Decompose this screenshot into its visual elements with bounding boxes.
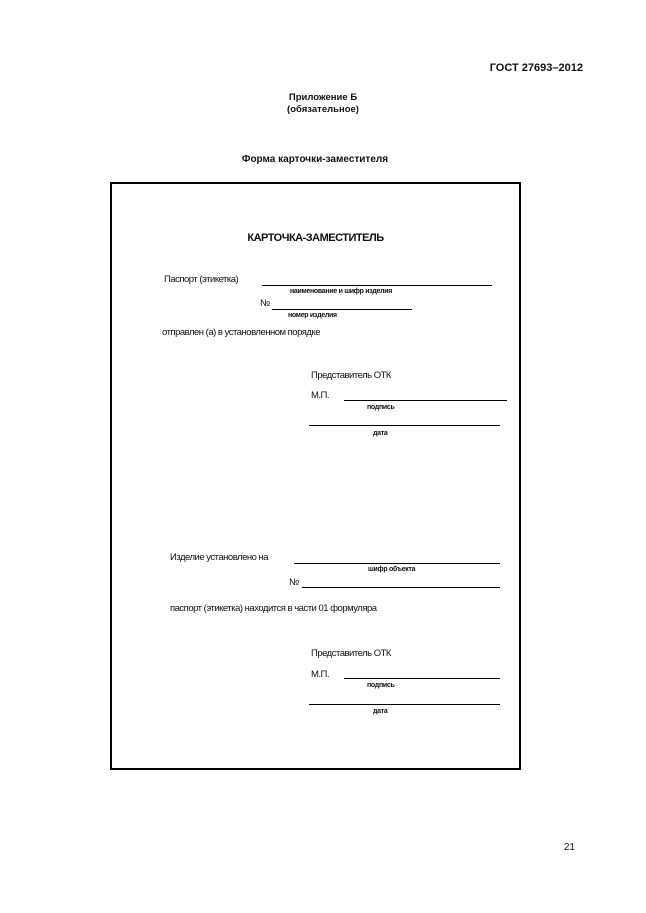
caption-item-number: номер изделия — [288, 312, 337, 319]
rep2-title: Представитель ОТК — [311, 648, 391, 659]
number-sign-2: № — [289, 577, 299, 588]
passport-name-line — [262, 285, 492, 286]
rep2-mp: М.П. — [311, 669, 330, 680]
number-sign: № — [260, 298, 270, 309]
rep2-signature-line — [344, 678, 500, 679]
object-number-line — [302, 587, 500, 588]
caption-object-code: шифр объекта — [368, 566, 416, 573]
page-number: 21 — [563, 842, 575, 853]
item-number-line — [272, 309, 412, 310]
rep1-signature-line — [344, 400, 507, 401]
installed-label: Изделие установлено на — [170, 552, 269, 563]
rep1-title: Представитель ОТК — [311, 370, 391, 381]
rep1-mp: М.П. — [311, 390, 330, 401]
passport-location-text: паспорт (этикетка) находится в части 01 формуляра — [170, 603, 377, 614]
form-title: Форма карточки-заместителя — [241, 154, 389, 165]
rep2-caption-date: дата — [373, 708, 388, 715]
rep2-date-line — [309, 704, 500, 705]
card-title: КАРТОЧКА-ЗАМЕСТИТЕЛЬ — [247, 232, 384, 244]
appendix-status: (обязательное) — [287, 104, 359, 115]
passport-label: Паспорт (этикетка) — [164, 274, 239, 285]
rep1-caption-signature: подпись — [367, 404, 395, 411]
rep1-caption-date: дата — [373, 430, 388, 437]
sent-text: отправлен (а) в установленном порядке — [162, 327, 321, 338]
substitute-card — [110, 182, 521, 770]
object-line — [294, 563, 500, 564]
rep1-date-line — [309, 425, 500, 426]
appendix-title: Приложение Б — [288, 92, 358, 103]
appendix-heading — [0, 92, 646, 116]
standard-designation: ГОСТ 27693–2012 — [489, 62, 583, 74]
caption-name-code: наименование и шифр изделия — [290, 288, 393, 295]
rep2-caption-signature: подпись — [367, 682, 395, 689]
